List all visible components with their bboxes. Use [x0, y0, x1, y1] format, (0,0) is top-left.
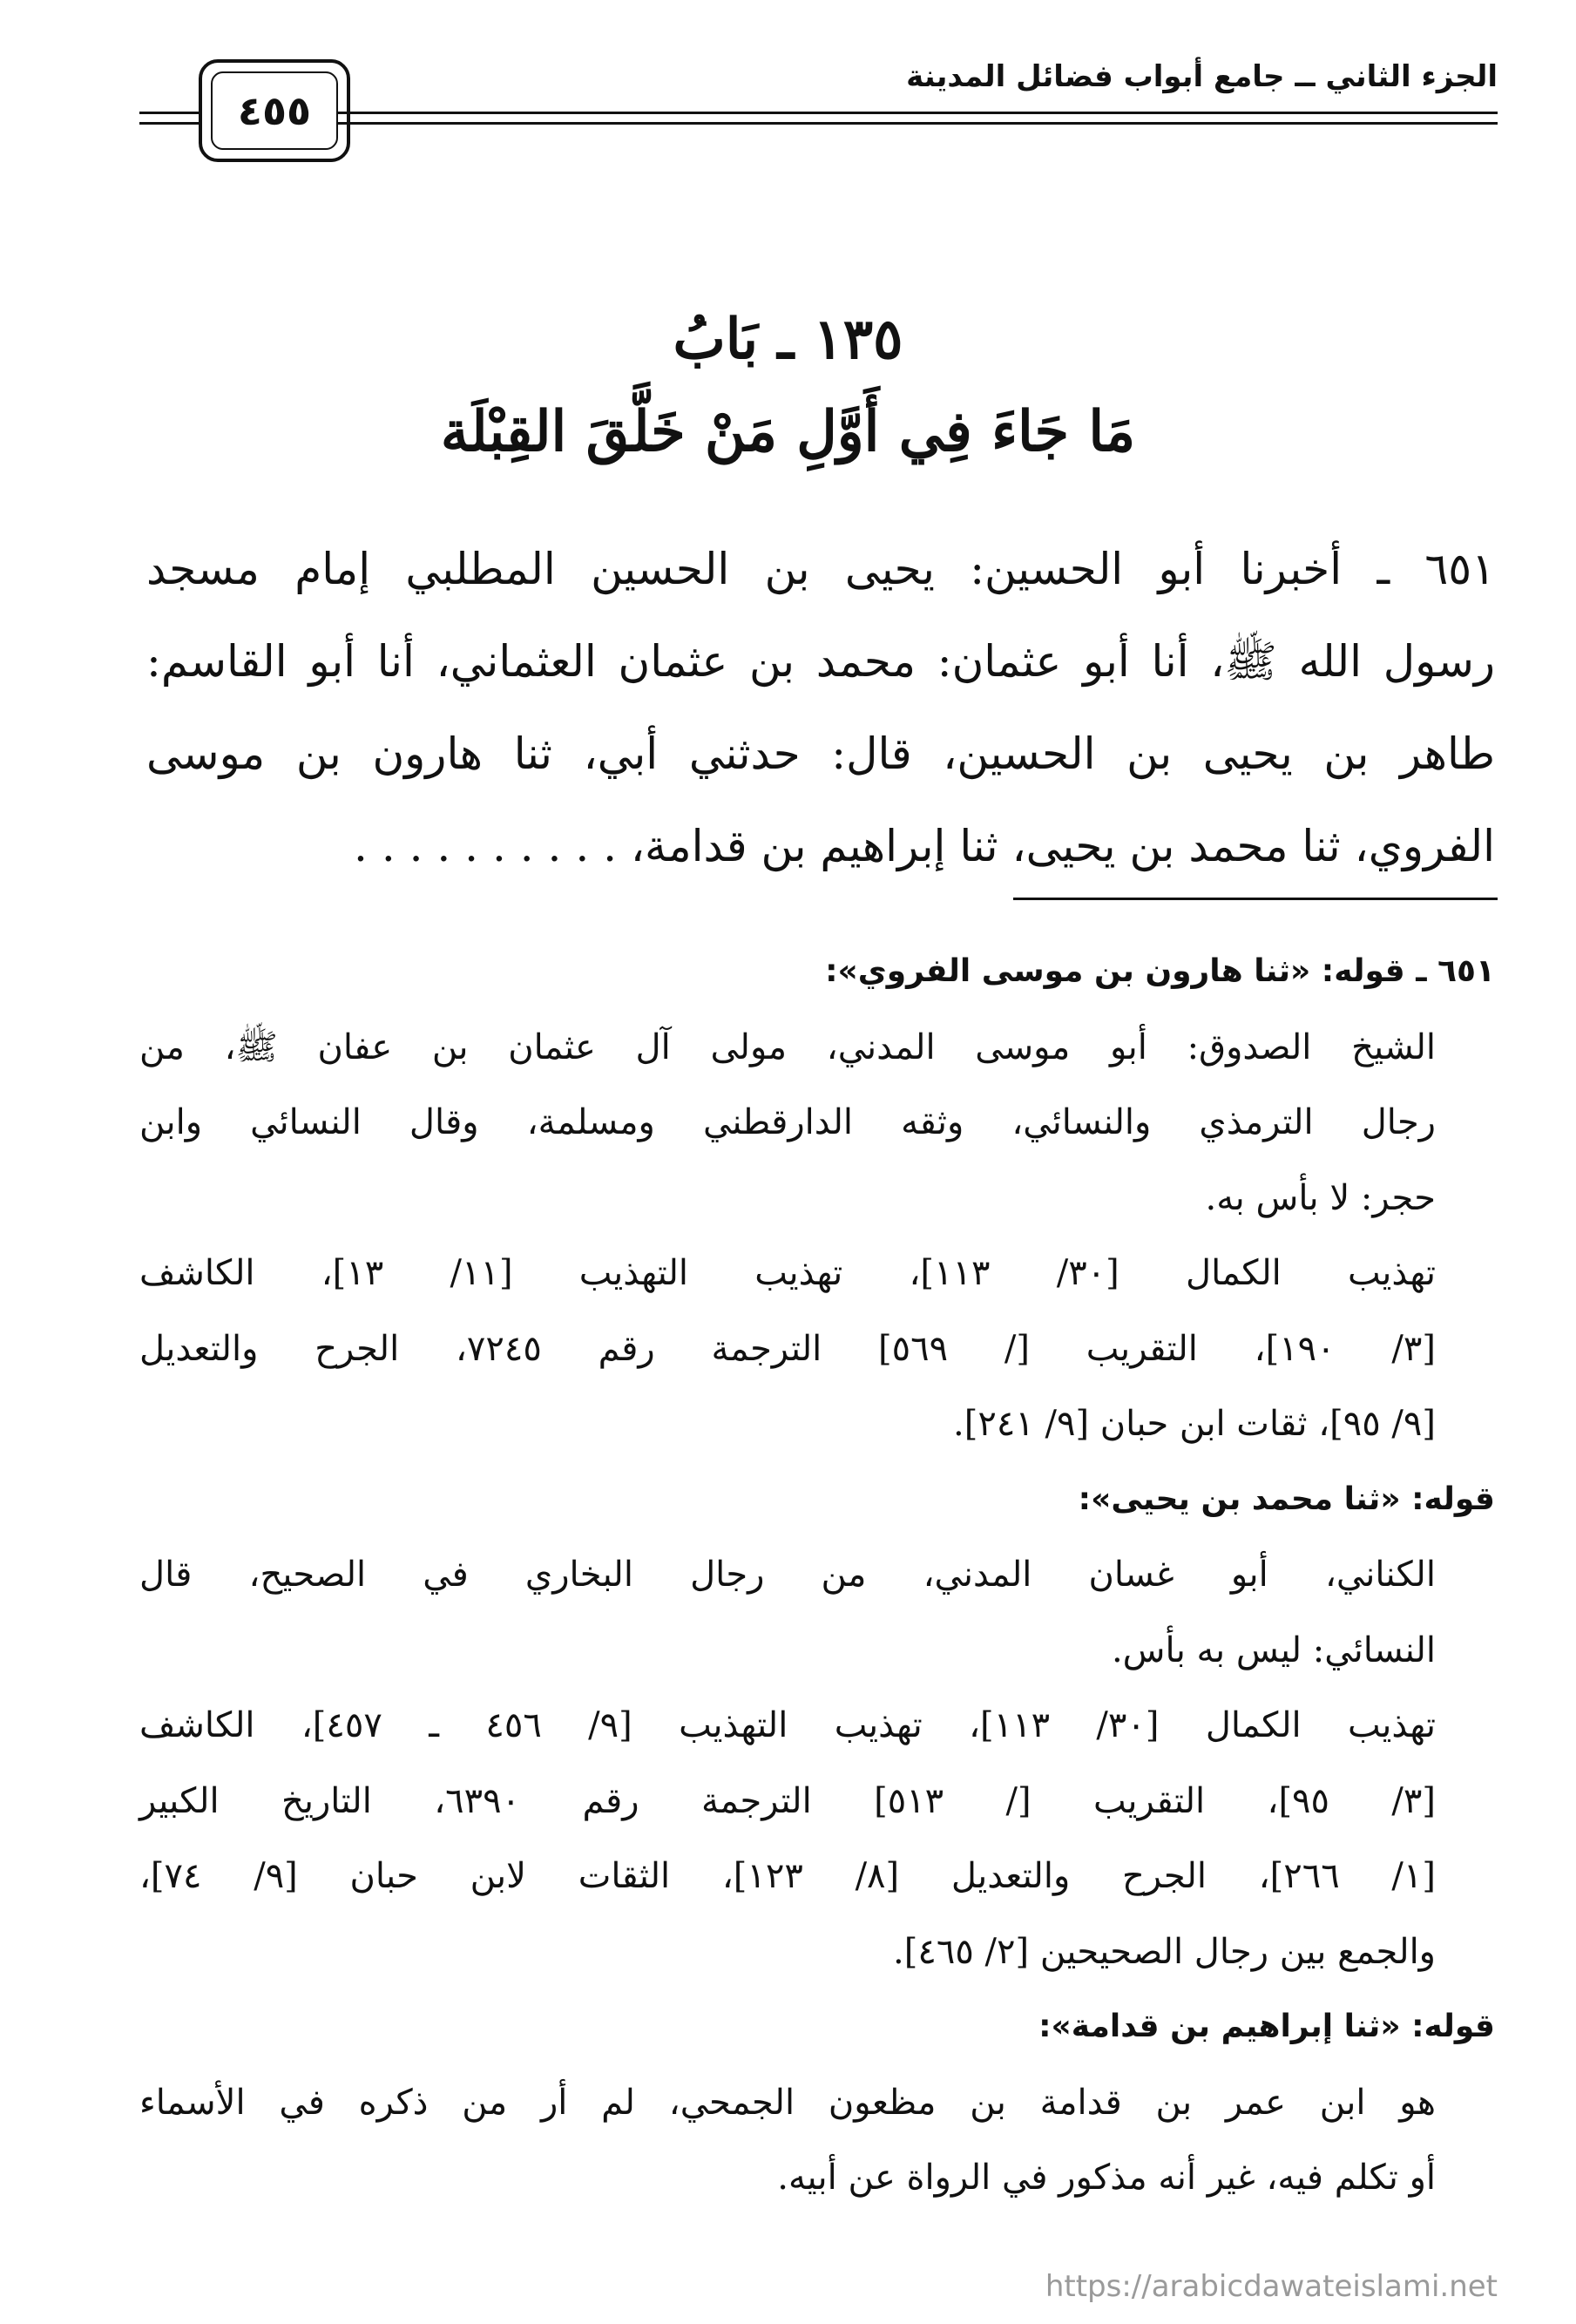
chapter-title: مَا جَاءَ فِي أَوَّلِ مَنْ خَلَّقَ القِبْلَة: [440, 399, 1136, 464]
hadith-line: الفروي، ثنا محمد بن يحيى، ثنا إبراهيم بن قدامة، . . . . . . . . . .: [354, 821, 1495, 871]
footnote-line: تهذيب الكمال [٣٠/ ١١٣]، تهذيب التهذيب [١١/ ١٣]، الكاشف: [139, 1253, 1436, 1293]
footnote-heading: قوله: «ثنا محمد بن يحيى»:: [1078, 1480, 1495, 1517]
footnote-line: رجال الترمذي والنسائي، وثقه الدارقطني ومسلمة، وقال النسائي وابن: [139, 1102, 1436, 1142]
hadith-text: [146, 523, 1495, 892]
footnote-heading: قوله: «ثنا إبراهيم بن قدامة»:: [1038, 2009, 1495, 2044]
header-rule-left-bottom: [139, 122, 200, 125]
footnote-line: حجر: لا بأس به.: [1205, 1177, 1436, 1218]
footnote-line: أو تكلم فيه، غير أنه مذكور في الرواة عن أبيه.: [777, 2158, 1436, 2198]
footnote-line: النسائي: ليس به بأس.: [1111, 1630, 1436, 1670]
header-rule-top: [337, 112, 1498, 114]
chapter-number: ١٣٥ ـ بَابُ: [673, 307, 903, 372]
hadith-line: رسول الله ﷺ، أنا أبو عثمان: محمد بن عثمان العثماني، أنا أبو القاسم:: [146, 636, 1495, 687]
header-rule-left-top: [139, 112, 200, 114]
hadith-line: طاهر بن يحيى بن الحسين، قال: حدثني أبي، ثنا هارون بن موسى: [146, 728, 1495, 779]
footnote-separator: [1013, 898, 1498, 900]
footnote-line: [١/ ٢٦٦]، الجرح والتعديل [٨/ ١٢٣]، الثقات لابن حبان [٩/ ٧٤]،: [139, 1856, 1436, 1896]
footnote-line: تهذيب الكمال [٣٠/ ١١٣]، تهذيب التهذيب [٩/ ٤٥٦ ـ ٤٥٧]، الكاشف: [139, 1705, 1436, 1745]
footnote-line: الكناني، أبو غسان المدني، من رجال البخاري في الصحيح، قال: [139, 1555, 1436, 1595]
watermark-url: https://arabicdawateislami.net: [1045, 2269, 1498, 2304]
page-number: ٤٥٥: [211, 71, 338, 150]
page-number-frame: [199, 59, 350, 162]
footnote-line: [٣/ ١٩٠]، التقريب [/ ٥٦٩] الترجمة رقم ٧٢٤٥، الجرح والتعديل: [139, 1328, 1437, 1369]
footnote-line: [٣/ ٩٥]، التقريب [/ ٥١٣] الترجمة رقم ٦٣٩٠، التاريخ الكبير: [139, 1780, 1436, 1821]
hadith-line: ٦٥١ ـ أخبرنا أبو الحسين: يحيى بن الحسين المطلبي إمام مسجد: [146, 544, 1495, 594]
footnotes: [139, 934, 1495, 2216]
footnote-line: هو ابن عمر بن قدامة بن مظعون الجمحي، لم أر من ذكره في الأسماء: [139, 2082, 1436, 2123]
footnote-line: [٩/ ٩٥]، ثقات ابن حبان [٩/ ٢٤١].: [953, 1404, 1436, 1444]
header-rule-bottom: [337, 122, 1498, 125]
footnote-line: والجمع بين رجال الصحيحين [٢/ ٤٦٥].: [893, 1931, 1436, 1972]
footnote-line: الشيخ الصدوق: أبو موسى المدني، مولى آل عثمان بن عفان ﷺ، من: [139, 1026, 1436, 1067]
footnote-heading: ٦٥١ ـ قوله: «ثنا هارون بن موسى الفروي»:: [825, 953, 1495, 989]
running-title: الجزء الثاني ــ جامع أبواب فضائل المدينة: [906, 59, 1498, 94]
